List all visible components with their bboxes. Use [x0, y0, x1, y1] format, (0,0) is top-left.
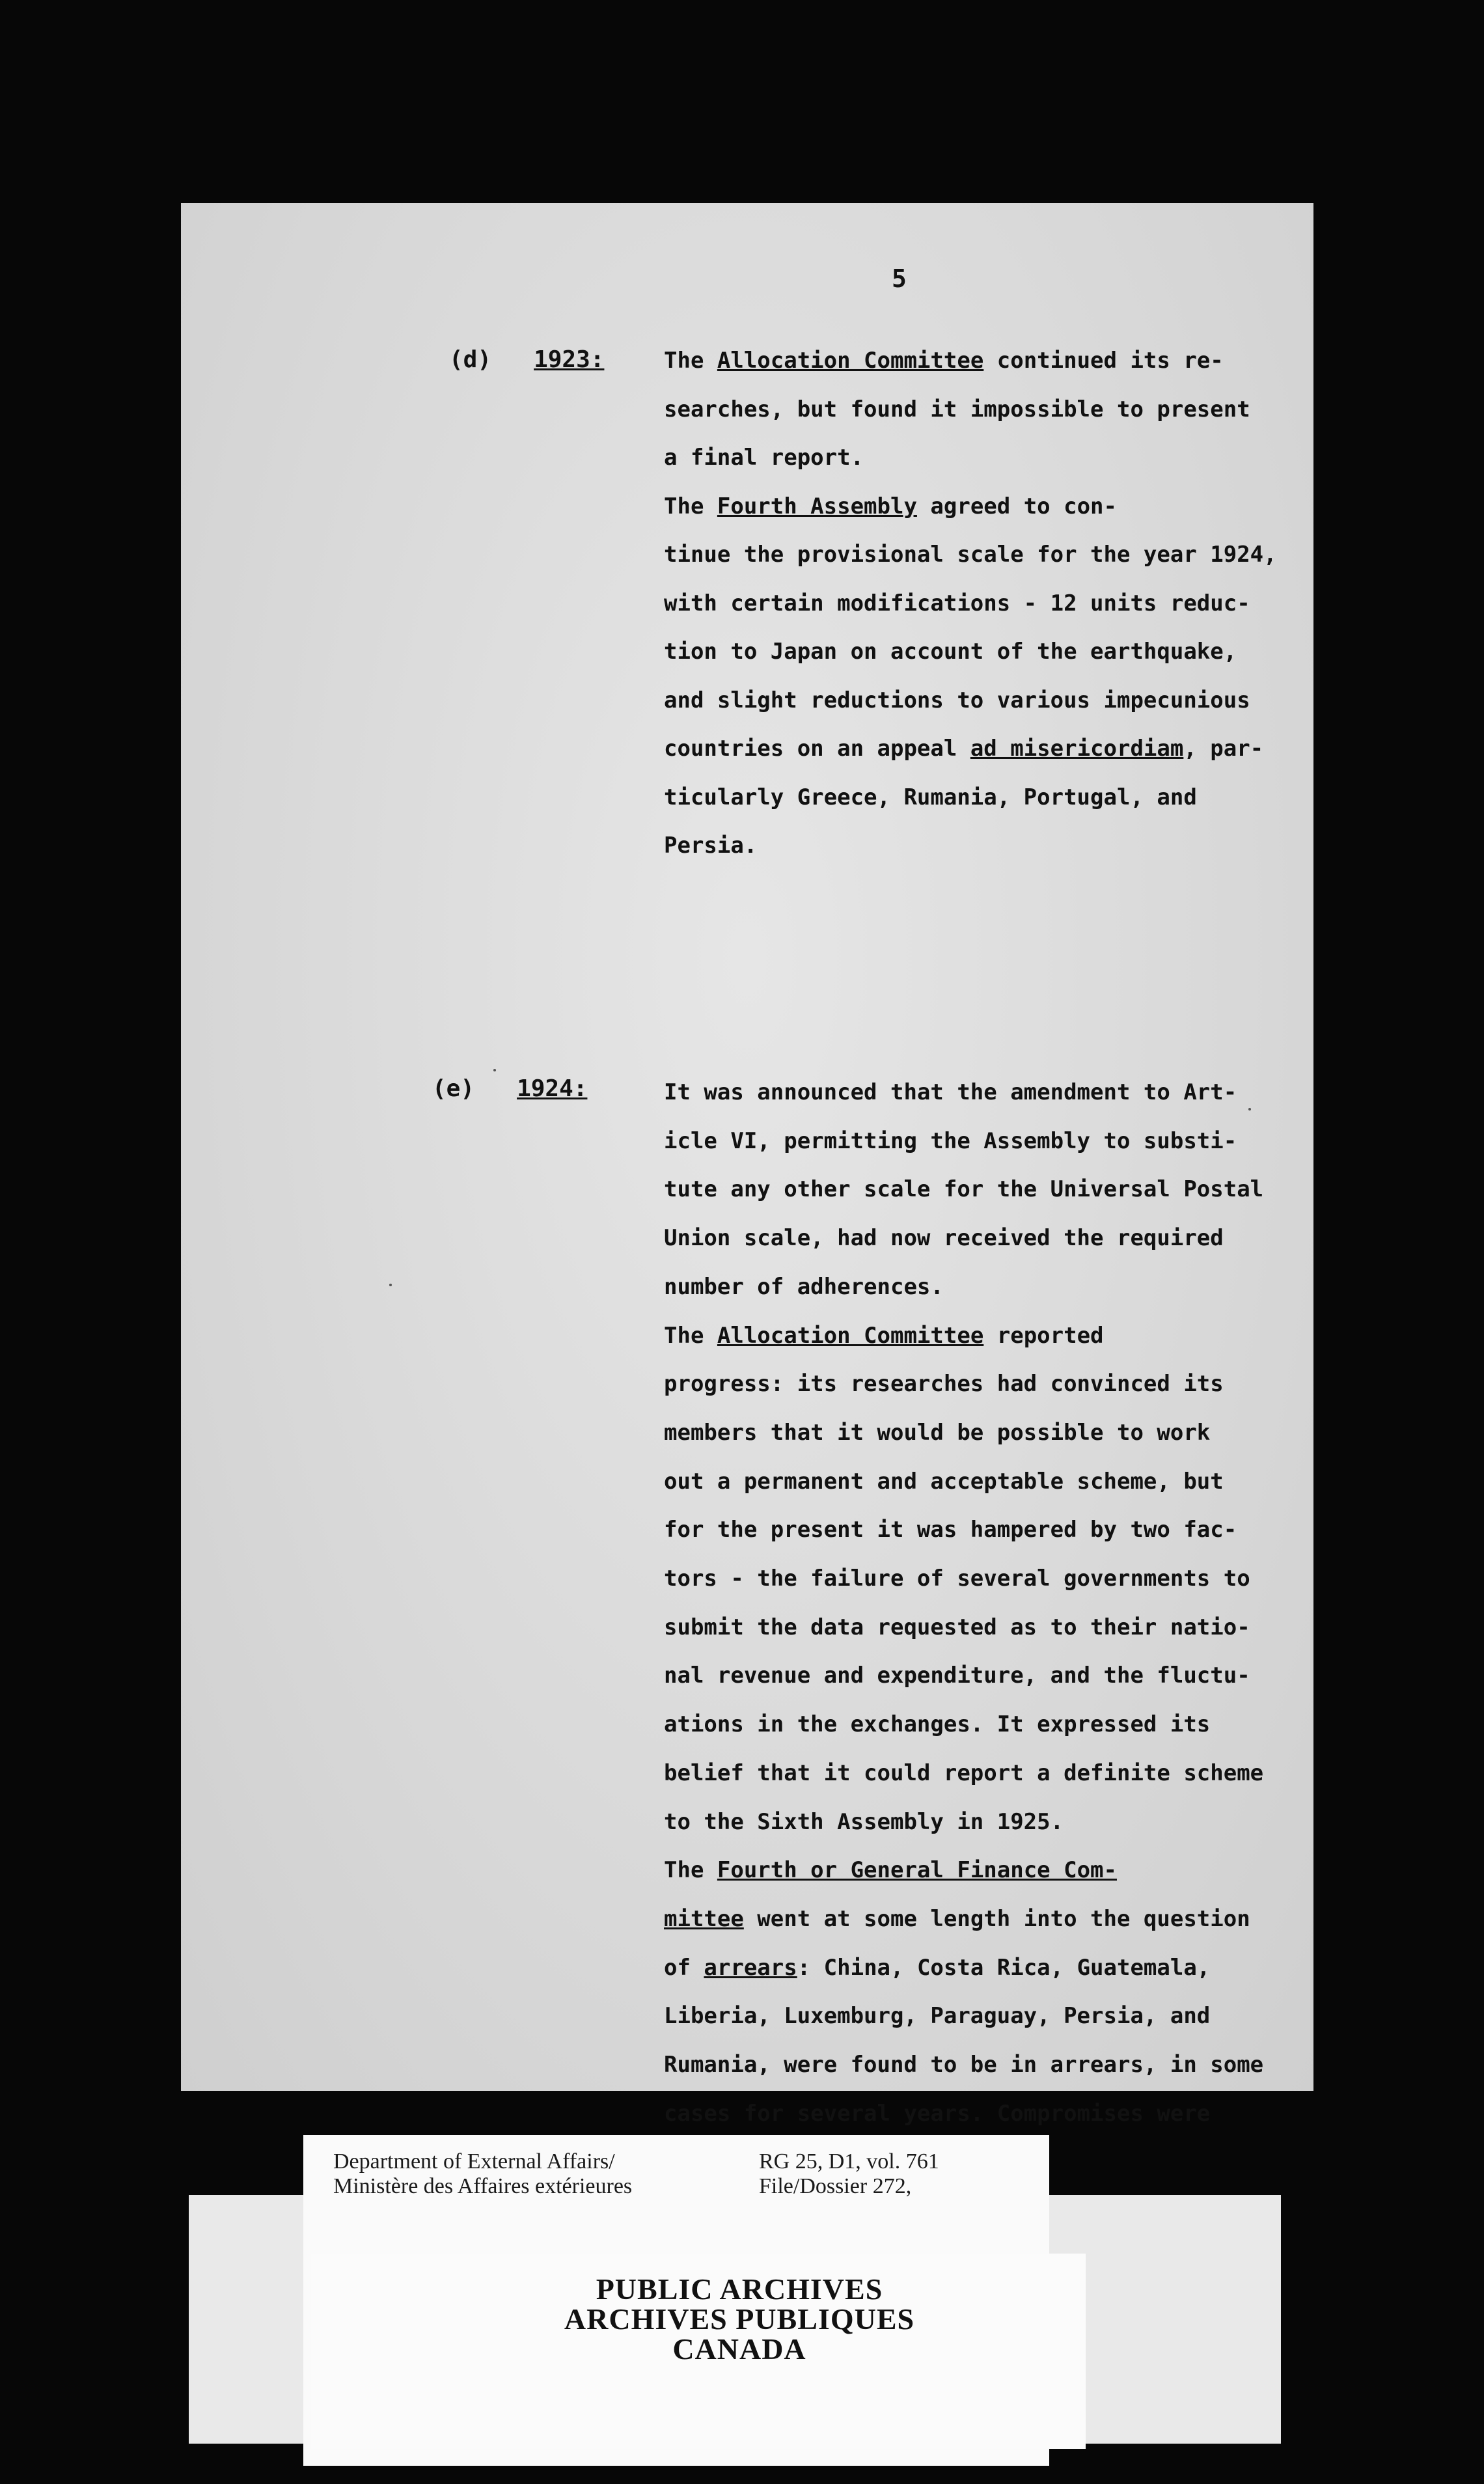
- section-e-year: 1924:: [517, 1075, 588, 1102]
- text-segment: tion to Japan on account of the earthquake,: [664, 639, 1237, 665]
- text-segment: ations in the exchanges. It expressed its: [664, 1711, 1211, 1738]
- text-line: [664, 833, 757, 859]
- underlined-term: Fourth Assembly: [717, 493, 917, 519]
- text-segment: The: [664, 493, 717, 519]
- text-line: [664, 542, 1277, 568]
- section-e-letter: (e): [432, 1075, 475, 1102]
- text-line: [664, 687, 1250, 713]
- text-segment: ticularly Greece, Rumania, Portugal, and: [664, 784, 1197, 810]
- text-line: [664, 1176, 1263, 1202]
- underlined-term: ad misericordiam: [970, 736, 1184, 762]
- text-line: [664, 1469, 1224, 1495]
- text-line: [664, 2003, 1210, 2029]
- text-line: [664, 1955, 1210, 1981]
- text-line: [664, 639, 1237, 665]
- text-line: [664, 784, 1197, 810]
- text-segment: of: [664, 1954, 704, 1981]
- text-segment: Rumania, were found to be in arrears, in some: [664, 2052, 1264, 2078]
- dust-speck: [1248, 1108, 1251, 1111]
- dust-speck: [493, 1069, 496, 1071]
- text-line: [664, 348, 1224, 374]
- archive-stamp-line-3: CANADA: [672, 2332, 806, 2366]
- text-line: [664, 1711, 1210, 1737]
- section-d-year: 1923:: [534, 346, 605, 373]
- text-line: [664, 1274, 944, 1300]
- archive-dept-fr: Ministère des Affaires extérieures: [333, 2174, 633, 2198]
- text-segment: continued its re-: [983, 348, 1224, 374]
- text-line: [664, 1079, 1237, 1105]
- text-segment: Liberia, Luxemburg, Paraguay, Persia, and: [664, 2003, 1211, 2030]
- text-line: [664, 1906, 1250, 1932]
- underlined-term: Allocation Committee: [717, 348, 984, 374]
- text-line: [664, 1857, 1117, 1883]
- underlined-term: mittee: [664, 1905, 744, 1932]
- text-segment: with certain modifications - 12 units reduc-: [664, 590, 1250, 616]
- text-line: [664, 1809, 1064, 1835]
- text-line: [664, 493, 1117, 519]
- text-segment: submit the data requested as to their natio-: [664, 1614, 1250, 1640]
- text-line: [664, 590, 1250, 616]
- text-segment: The: [664, 1857, 717, 1884]
- underlined-term: Fourth or General Finance Com-: [717, 1857, 1117, 1884]
- text-segment: icle VI, permitting the Assembly to substi-: [664, 1127, 1237, 1154]
- section-d-letter: (d): [449, 346, 492, 373]
- text-segment: It was announced that the amendment to Art-: [664, 1079, 1237, 1105]
- text-segment: number of adherences.: [664, 1273, 944, 1300]
- text-segment: belief that it could report a definite scheme: [664, 1760, 1264, 1786]
- text-line: [664, 736, 1263, 762]
- text-line: [664, 1128, 1237, 1154]
- text-line: [664, 1663, 1250, 1689]
- text-segment: Persia.: [664, 833, 758, 859]
- text-line: [664, 1420, 1210, 1446]
- text-segment: , par-: [1183, 736, 1264, 762]
- text-line: [664, 2101, 1210, 2127]
- text-segment: : China, Costa Rica, Guatemala,: [797, 1954, 1211, 1981]
- text-segment: countries on an appeal: [664, 736, 970, 762]
- text-line: [664, 445, 864, 471]
- text-line: [664, 1566, 1250, 1592]
- text-segment: went at some length into the question: [743, 1905, 1250, 1932]
- archive-dept-en: Department of External Affairs/: [333, 2149, 615, 2174]
- text-segment: The: [664, 1322, 717, 1349]
- text-segment: for the present it was hampered by two fac-: [664, 1517, 1237, 1543]
- text-segment: tute any other scale for the Universal Postal: [664, 1176, 1264, 1203]
- text-line: [664, 1225, 1224, 1251]
- text-segment: members that it would be possible to work: [664, 1419, 1211, 1446]
- text-segment: cases for several years. Compromises were: [664, 2100, 1211, 2127]
- document-page: [181, 203, 1313, 2127]
- text-line: [664, 2052, 1263, 2078]
- text-segment: and slight reductions to various impecunious: [664, 687, 1250, 713]
- text-line: [664, 1323, 1104, 1349]
- text-segment: The: [664, 348, 717, 374]
- text-segment: reported: [983, 1322, 1104, 1349]
- archive-rg: RG 25, D1, vol. 761: [759, 2149, 939, 2174]
- text-line: [664, 396, 1250, 422]
- section-d-label: [449, 346, 604, 373]
- text-line: [664, 1760, 1263, 1786]
- underlined-term: Allocation Committee: [717, 1322, 984, 1349]
- text-segment: tors - the failure of several governments to: [664, 1566, 1250, 1592]
- text-segment: a final report.: [664, 445, 864, 471]
- text-line: [664, 1371, 1224, 1397]
- archive-file: File/Dossier 272,: [759, 2174, 912, 2198]
- section-e-label: [432, 1075, 587, 1102]
- text-segment: progress: its researches had convinced its: [664, 1371, 1224, 1398]
- text-segment: agreed to con-: [916, 493, 1117, 519]
- archive-stamp-line-2: ARCHIVES PUBLIQUES: [564, 2302, 915, 2336]
- text-segment: searches, but found it impossible to present: [664, 396, 1250, 422]
- text-line: [664, 1614, 1250, 1640]
- underlined-term: arrears: [704, 1954, 797, 1981]
- page-number: 5: [892, 264, 907, 293]
- text-segment: to the Sixth Assembly in 1925.: [664, 1808, 1064, 1835]
- dust-speck: [389, 1284, 392, 1286]
- text-segment: out a permanent and acceptable scheme, but: [664, 1468, 1224, 1495]
- text-segment: nal revenue and expenditure, and the fluctu-: [664, 1663, 1250, 1689]
- archive-stamp-line-1: PUBLIC ARCHIVES: [596, 2272, 883, 2306]
- text-segment: Union scale, had now received the required: [664, 1225, 1224, 1252]
- text-segment: tinue the provisional scale for the year 1924,: [664, 542, 1277, 568]
- text-line: [664, 1517, 1237, 1543]
